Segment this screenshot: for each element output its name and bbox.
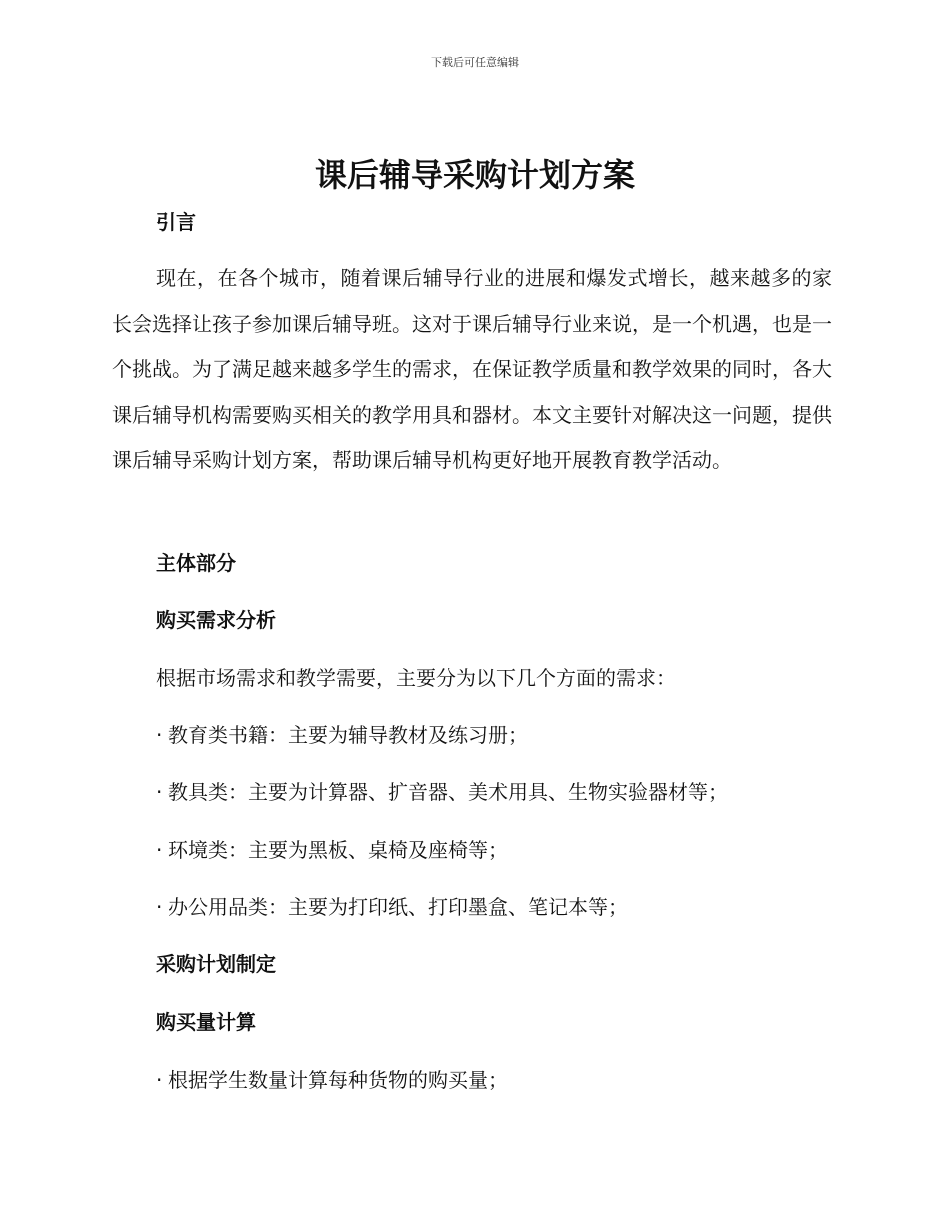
- list-item-text: 教具类：主要为计算器、扩音器、美术用具、生物实验器材等；: [168, 780, 728, 804]
- quantity-calculation-heading: 购买量计算: [156, 1010, 256, 1034]
- demand-intro-text: 根据市场需求和教学需要，主要分为以下几个方面的需求：: [156, 666, 676, 690]
- bullet-icon: ·: [156, 780, 163, 804]
- list-item: [156, 834, 508, 863]
- list-item-text: 办公用品类：主要为打印纸、打印墨盒、笔记本等；: [168, 895, 628, 919]
- list-item: [156, 1064, 508, 1093]
- demand-analysis-heading: 购买需求分析: [156, 608, 276, 632]
- list-item-text: 教育类书籍：主要为辅导教材及练习册；: [168, 723, 528, 747]
- procurement-plan-heading: 采购计划制定: [156, 952, 276, 976]
- intro-paragraph: 现在，在各个城市，随着课后辅导行业的进展和爆发式增长，越来越多的家长会选择让孩子参加课后辅导班。这对于课后辅导行业来说，是一个机遇，也是一个挑战。为了满足越来越多学生的需求，在保证教学质量和教学效果的同时，各大课后辅导机构需要购买相关的教学用具和器材。本文主要针对解决这一问题，提供课后辅导采购计划方案，帮助课后辅导机构更好地开展教育教学活动。: [112, 266, 832, 472]
- list-item-text: 根据学生数量计算每种货物的购买量；: [168, 1068, 508, 1092]
- main-section-heading: 主体部分: [156, 551, 236, 575]
- document-title: 课后辅导采购计划方案: [314, 156, 635, 194]
- list-item: [156, 719, 528, 748]
- list-item: [156, 891, 628, 920]
- list-item: [156, 776, 728, 805]
- bullet-icon: ·: [156, 838, 163, 862]
- bullet-icon: ·: [156, 895, 163, 919]
- bullet-icon: ·: [156, 723, 163, 747]
- header-note: 下载后可任意编辑: [431, 56, 519, 69]
- intro-heading: 引言: [156, 210, 196, 234]
- list-item-text: 环境类：主要为黑板、桌椅及座椅等；: [168, 838, 508, 862]
- bullet-icon: ·: [156, 1068, 163, 1092]
